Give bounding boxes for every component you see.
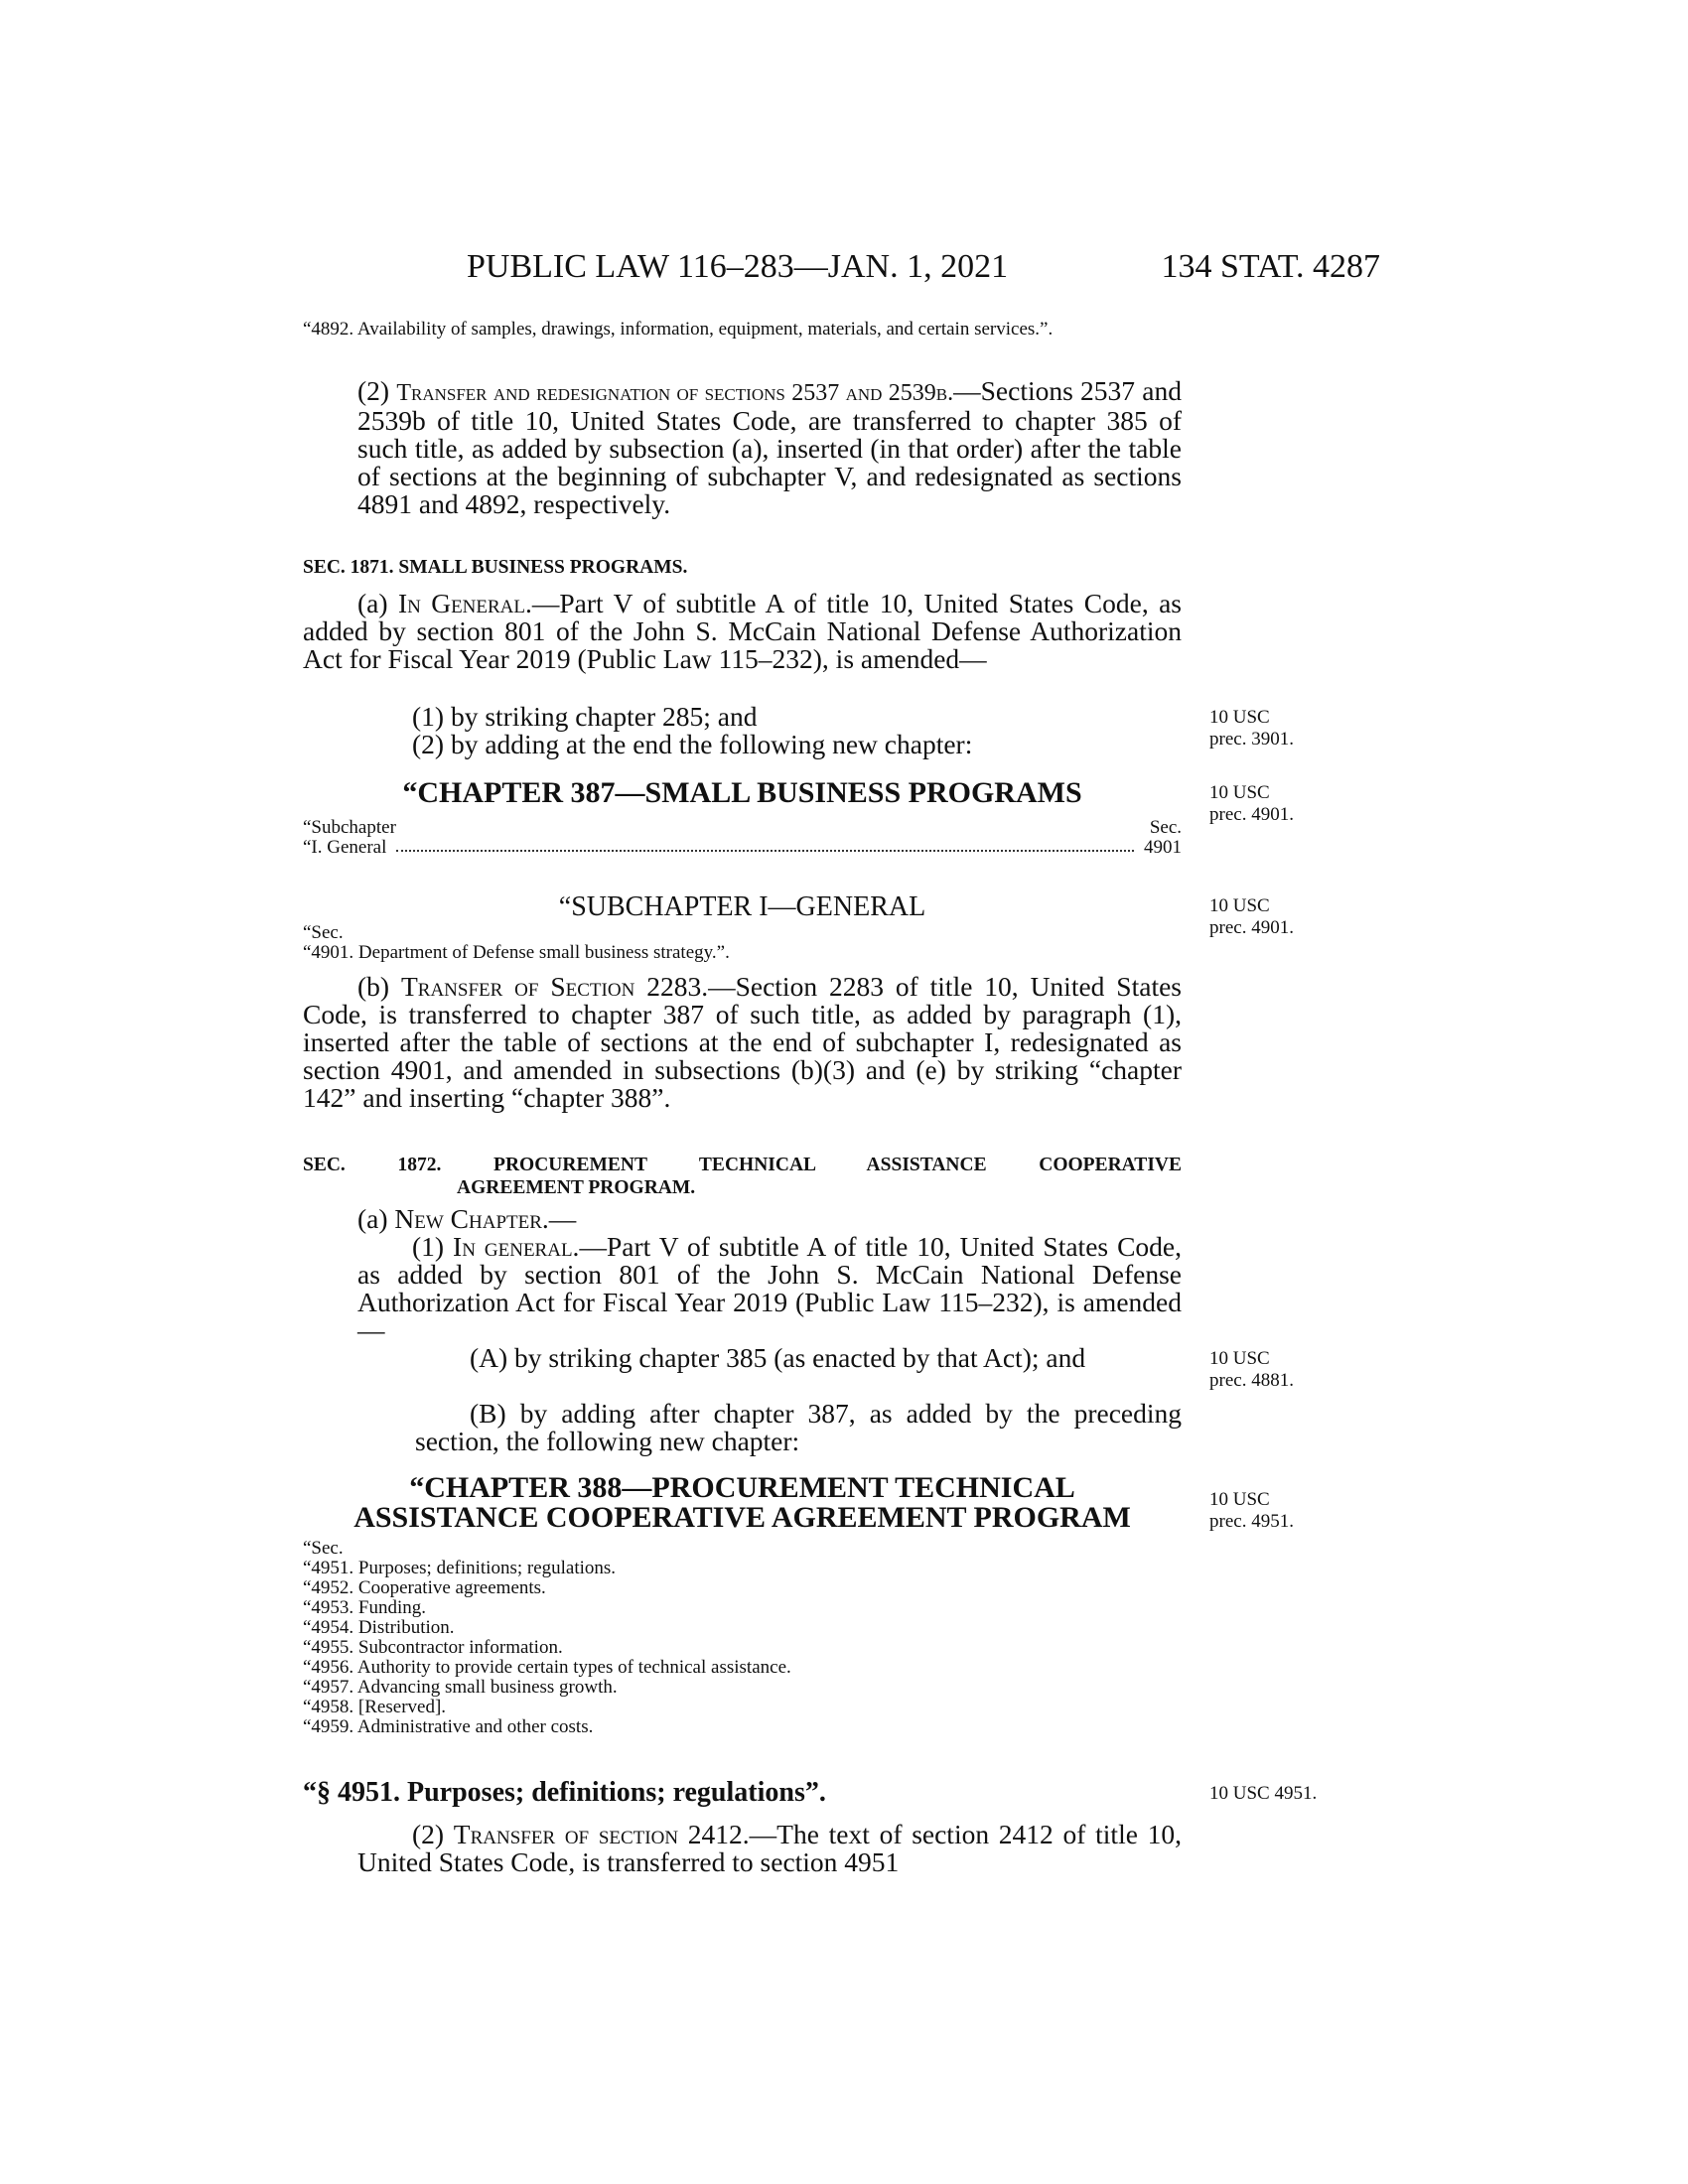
toc-item: “4956. Authority to provide certain types of technical assistance. <box>303 1657 791 1678</box>
paragraph-text: —Part V of subtitle A of title 10, United States Code, as added by section 801 of the John S. McCain National Defense Authorization Act for Fiscal Year 2019 (Public Law 115–232), is amended— <box>357 1231 1182 1345</box>
toc-item: “4951. Purposes; definitions; regulations. <box>303 1558 617 1578</box>
section-1871-item-1: (1) by striking chapter 285; and <box>412 701 758 732</box>
margin-note-line: prec. 4901. <box>1209 917 1294 938</box>
margin-note-line: prec. 4951. <box>1209 1511 1294 1532</box>
margin-note-line: prec. 4881. <box>1209 1370 1294 1391</box>
paragraph-text: —The text of section 2412 of title 10, United States Code, is transferred to section 4951 <box>357 1819 1183 1877</box>
section-1871-item-2: (2) by adding at the end the following new chapter: <box>412 729 973 759</box>
margin-note-usc-4951 <box>1209 1489 1294 1533</box>
margin-note-line: 10 USC <box>1209 1489 1270 1510</box>
margin-note-line: 10 USC <box>1209 707 1270 728</box>
toc-row-right: 4901 <box>1144 837 1182 858</box>
toc-header-right: Sec. <box>1149 817 1182 838</box>
margin-note-usc-4901 <box>1209 782 1294 826</box>
section-1872-heading <box>303 1154 1182 1199</box>
margin-note-line: prec. 4901. <box>1209 804 1294 825</box>
section-heading-line: AGREEMENT PROGRAM. <box>457 1177 696 1198</box>
subsection-heading: In General. <box>397 588 532 618</box>
section-heading-line: SEC. 1872. PROCUREMENT TECHNICAL ASSISTANCE COOPERATIVE <box>303 1155 1182 1175</box>
toc-row-left: “I. General <box>303 837 387 858</box>
statute-page-number: 134 STAT. 4287 <box>1161 248 1380 285</box>
toc-item: “4957. Advancing small business growth. <box>303 1677 618 1698</box>
toc-leader-dots <box>396 838 1134 852</box>
subsection-text: —Part V of subtitle A of title 10, United States Code, as added by section 801 of the John S. McCain National Defense Authorization Act for Fiscal Year 2019 (Public Law 115–232), is amended— <box>303 588 1183 674</box>
subsection-heading: Transfer of Section 2283. <box>400 971 709 1002</box>
paragraph-heading: In general. <box>453 1231 580 1262</box>
subsection-heading: New Chapter. <box>394 1203 549 1234</box>
margin-note-line: prec. 3901. <box>1209 729 1294 750</box>
paragraph-number: (2) <box>357 375 390 406</box>
subsection-number: (b) <box>357 971 390 1002</box>
section-1872-item-A: (A) by striking chapter 385 (as enacted by that Act); and <box>470 1342 1086 1373</box>
margin-note-usc-3901 <box>1209 707 1294 751</box>
chapter-title-line: ASSISTANCE COOPERATIVE AGREEMENT PROGRAM <box>353 1501 1131 1534</box>
subsection-number: (a) <box>357 1203 388 1234</box>
paragraph-heading: Transfer and redesignation of sections 2537 and 2539b. <box>396 380 954 406</box>
section-1872-item-B: (B) by adding after chapter 387, as added by the preceding section, the following new chapter: <box>415 1398 1182 1456</box>
margin-note-usc-4881 <box>1209 1348 1294 1392</box>
section-1871-subsection-a <box>303 590 1182 673</box>
subsection-text: —Section 2283 of title 10, United States Code, is transferred to chapter 387 of such title, as added by paragraph (1), inserted after the table of sections at the end of subchapter I, redesignated as section 4901, and amended in subsections (b)(3) and (e) by striking “chapter 142” and inserting “chapter 388”. <box>303 971 1182 1113</box>
chapter-387-toc <box>303 818 1182 858</box>
margin-note-usc-4951-b: 10 USC 4951. <box>1209 1783 1318 1804</box>
paragraph-number: (2) <box>412 1819 445 1849</box>
toc-item: “4958. [Reserved]. <box>303 1697 447 1717</box>
subchapter-i-sec-label: “Sec. <box>303 922 344 943</box>
public-law-citation: PUBLIC LAW 116–283—JAN. 1, 2021 <box>467 248 1009 285</box>
chapter-388-title <box>303 1473 1182 1533</box>
chapter-title-line: “CHAPTER 388—PROCUREMENT TECHNICAL <box>409 1471 1075 1504</box>
margin-note-line: 10 USC <box>1209 1348 1270 1369</box>
margin-note-usc-4901-b <box>1209 895 1294 939</box>
section-1872-paragraph-1 <box>357 1233 1182 1344</box>
section-1871-heading: SEC. 1871. SMALL BUSINESS PROGRAMS. <box>303 557 688 578</box>
toc-header-left: “Subchapter <box>303 817 396 838</box>
toc-item: “4954. Distribution. <box>303 1617 455 1638</box>
toc-row <box>303 838 1182 858</box>
section-1872-paragraph-2 <box>357 1821 1182 1876</box>
toc-item-4901: “4901. Department of Defense small business strategy.”. <box>303 942 730 963</box>
toc-header-row <box>303 818 1182 838</box>
toc-sec-label: “Sec. <box>303 1538 344 1559</box>
subchapter-i-title: “SUBCHAPTER I—GENERAL <box>558 891 926 922</box>
subsection-number: (a) <box>357 588 388 618</box>
toc-item: “4959. Administrative and other costs. <box>303 1716 594 1737</box>
section-1872-subsection-a <box>303 1205 1182 1233</box>
paragraph-transfer-2537 <box>303 377 1182 518</box>
paragraph-heading: Transfer of section 2412. <box>453 1819 750 1849</box>
toc-item: “4955. Subcontractor information. <box>303 1637 563 1658</box>
toc-item-4892: “4892. Availability of samples, drawings, information, equipment, materials, and certain services.”. <box>303 319 1054 340</box>
section-4951-heading: “§ 4951. Purposes; definitions; regulations”. <box>303 1777 826 1808</box>
chapter-387-title: “CHAPTER 387—SMALL BUSINESS PROGRAMS <box>402 776 1082 809</box>
section-1871-subsection-b <box>303 973 1182 1112</box>
paragraph-number: (1) <box>412 1231 445 1262</box>
toc-item: “4953. Funding. <box>303 1597 427 1618</box>
paragraph-text: —Sections 2537 and 2539b of title 10, United States Code, are transferred to chapter 385 of such title, as added by subsection (a), inserted (in that order) after the table of sections at the beginning of subchapter V, and redesignated as sections 4891 and 4892, respectively. <box>357 375 1182 519</box>
chapter-388-toc <box>303 1539 1182 1737</box>
toc-item: “4952. Cooperative agreements. <box>303 1577 546 1598</box>
subsection-dash: — <box>548 1203 577 1234</box>
margin-note-line: 10 USC <box>1209 895 1270 916</box>
margin-note-line: 10 USC <box>1209 782 1270 803</box>
